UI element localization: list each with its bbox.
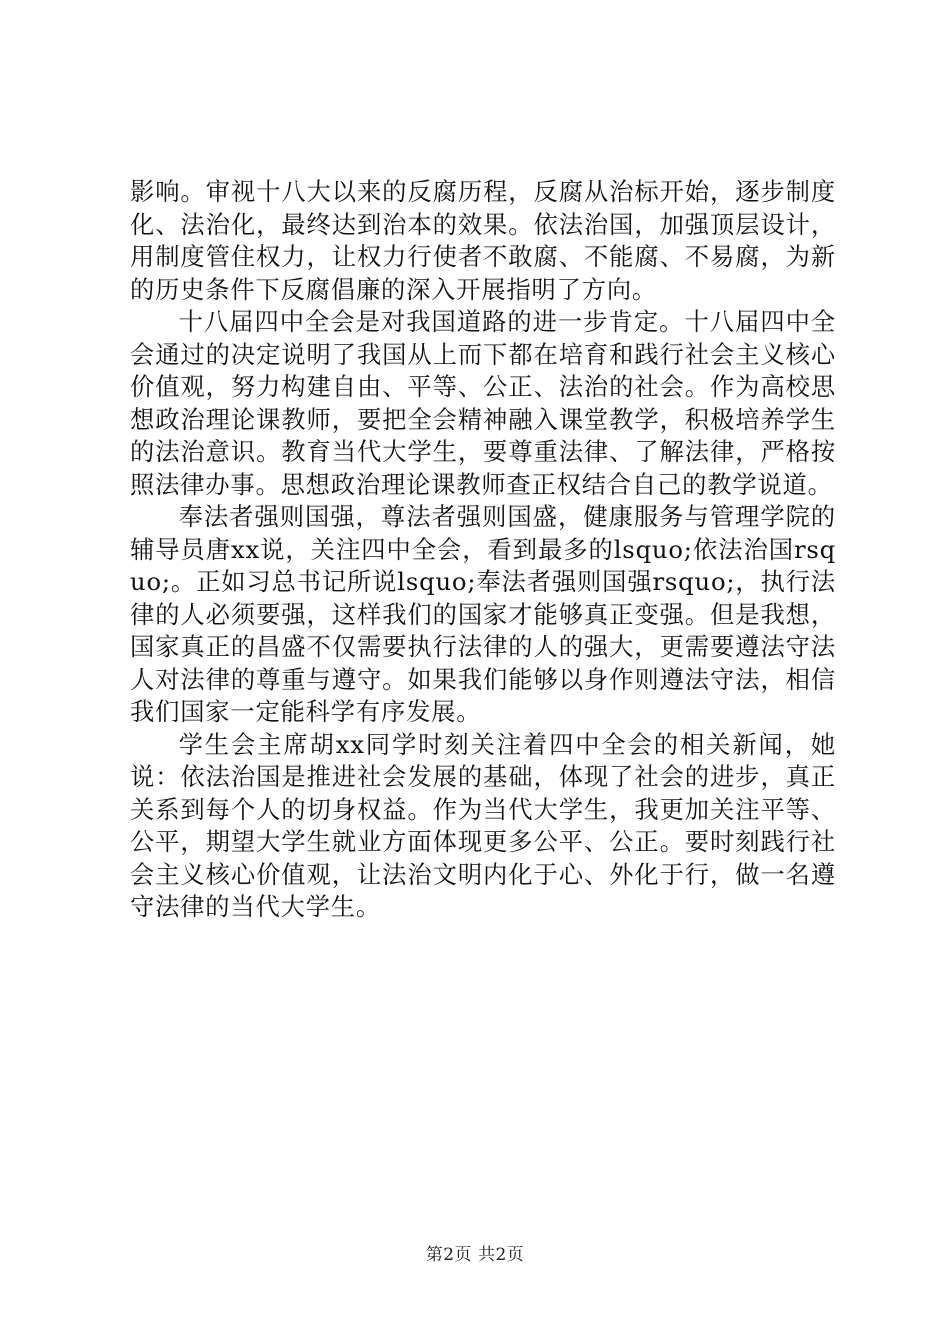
paragraph-3: 奉法者强则国强，尊法者强则国盛，健康服务与管理学院的辅导员唐xx说，关注四中全会，看到最多的lsquo;依法治国rsquo;。正如习总书记所说lsquo;奉法者强则国强rsquo;，执行法律的人必须要强，这样我们的国家才能够真正变强。但是我想，国家真正的昌盛不仅需要执行法律的人的强大，更需要遵法守法人对法律的尊重与遵守。如果我们能够以身作则遵法守法，相信我们国家一定能科学有序发展。 [130, 502, 836, 726]
document-body [130, 176, 836, 924]
paragraph-1: 影响。审视十八大以来的反腐历程，反腐从治标开始，逐步制度化、法治化，最终达到治本的效果。依法治国，加强顶层设计，用制度管住权力，让权力行使者不敢腐、不能腐、不易腐，为新的历史条件下反腐倡廉的深入开展指明了方向。 [130, 177, 836, 304]
paragraph-2: 十八届四中全会是对我国道路的进一步肯定。十八届四中全会通过的决定说明了我国从上而下都在培育和践行社会主义核心价值观，努力构建自由、平等、公正、法治的社会。作为高校思想政治理论课教师，要把全会精神融入课堂教学，积极培养学生的法治意识。教育当代大学生，要尊重法律、了解法律，严格按照法律办事。思想政治理论课教师查正权结合自己的教学说道。 [130, 307, 836, 499]
page-number-footer: 第2页 共2页 [425, 1245, 525, 1265]
paragraph-4: 学生会主席胡xx同学时刻关注着四中全会的相关新闻，她说：依法治国是推进社会发展的基础，体现了社会的进步，真正关系到每个人的切身权益。作为当代大学生，我更加关注平等、公平，期望大学生就业方面体现更多公平、公正。要时刻践行社会主义核心价值观，让法治文明内化于心、外化于行，做一名遵守法律的当代大学生。 [130, 729, 836, 921]
